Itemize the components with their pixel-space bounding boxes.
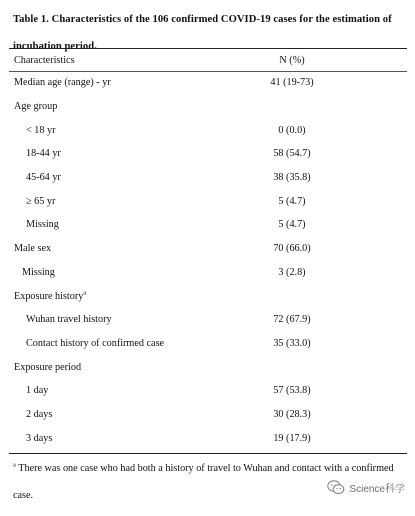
row-label: Missing (26, 219, 59, 231)
table-row (9, 332, 407, 356)
footnote-text: There was one case who had both a history of travel to Wuhan and contact with a confirmed case. (13, 463, 394, 501)
table-row (9, 71, 407, 95)
row-value: 19 (17.9) (273, 432, 311, 444)
row-value: 35 (33.0) (273, 337, 311, 349)
table-row (9, 379, 407, 403)
row-value: 58 (54.7) (273, 148, 311, 160)
row-label: 45-64 yr (26, 172, 61, 184)
row-label-text: Exposure history (14, 290, 84, 302)
row-label: 1 day (26, 385, 49, 397)
row-value: 38 (35.8) (273, 172, 311, 184)
watermark-text: Science科学 (349, 484, 405, 495)
row-value (217, 355, 407, 379)
row-label (9, 284, 217, 308)
header-rule (9, 71, 407, 72)
row-value (217, 95, 407, 119)
row-value: 57 (53.8) (273, 385, 311, 397)
row-label: Contact history of confirmed case (26, 337, 165, 349)
table-row (9, 189, 407, 213)
row-value: 5 (4.7) (278, 195, 306, 207)
bottom-rule (9, 453, 407, 454)
row-label: Age group (14, 101, 58, 113)
table-row (9, 284, 407, 308)
row-value: 41 (19-73) (270, 77, 314, 89)
row-label: Male sex (14, 243, 52, 255)
table-row (9, 308, 407, 332)
row-value: 72 (67.9) (273, 314, 311, 326)
row-label: Exposure period (14, 361, 82, 373)
table-header-row (9, 49, 407, 71)
row-value: 70 (66.0) (273, 243, 311, 255)
table-title: Table 1. Characteristics of the 106 confirmed COVID-19 cases for the estimation of incubation period. (13, 14, 392, 52)
row-label: 3 days (26, 432, 53, 444)
table-row (9, 118, 407, 142)
row-label: Median age (range) - yr (14, 77, 111, 89)
row-label: 18-44 yr (26, 148, 61, 160)
table-row (9, 426, 407, 450)
row-label: ≥ 65 yr (26, 195, 56, 207)
table-row (9, 237, 407, 261)
watermark (327, 480, 405, 495)
table-row (9, 403, 407, 427)
row-value: 30 (28.3) (273, 408, 311, 420)
table-row (9, 213, 407, 237)
footnote-marker: a (13, 461, 16, 469)
characteristics-table (9, 49, 407, 450)
table-row (9, 95, 407, 119)
row-label: Missing (22, 266, 55, 278)
footnote-marker: a (83, 289, 87, 297)
row-label: < 18 yr (26, 124, 56, 136)
column-header-n-pct: N (%) (279, 54, 305, 66)
row-label: Wuhan travel history (26, 314, 112, 326)
wechat-icon (327, 480, 345, 495)
row-label: 2 days (26, 408, 53, 420)
row-value (217, 284, 407, 308)
table-row (9, 355, 407, 379)
table-row (9, 261, 407, 285)
table-row (9, 166, 407, 190)
row-value: 3 (2.8) (278, 266, 306, 278)
row-value: 5 (4.7) (278, 219, 306, 231)
row-value: 0 (0.0) (278, 124, 306, 136)
table-row (9, 142, 407, 166)
column-header-characteristics: Characteristics (14, 54, 75, 66)
